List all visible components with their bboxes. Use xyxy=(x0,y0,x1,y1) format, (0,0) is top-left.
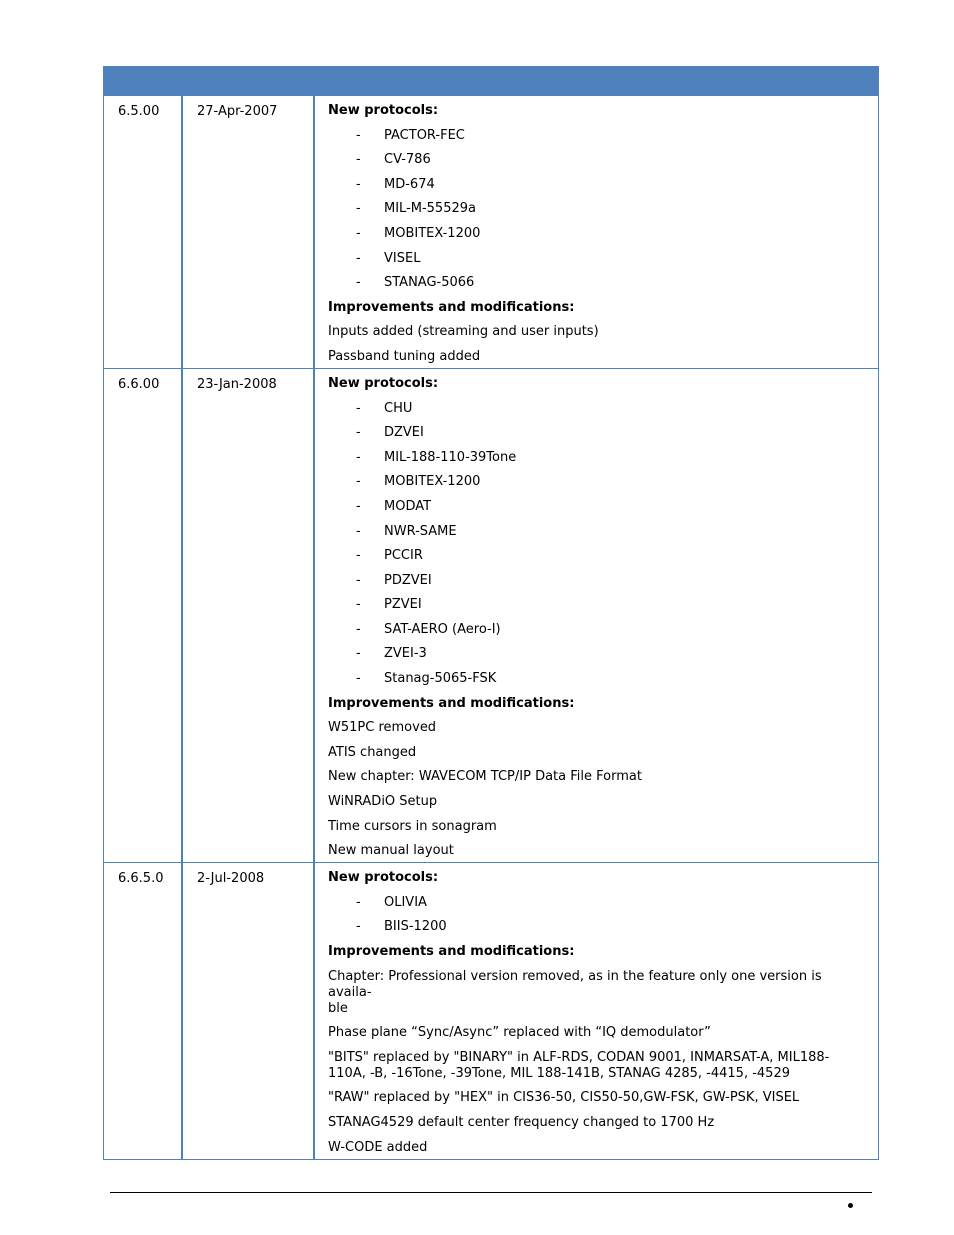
version-cell: 6.6.5.0 xyxy=(104,863,183,1158)
protocol-name: MODAT xyxy=(384,498,432,514)
improvement-item: ATIS changed xyxy=(328,744,417,760)
dash-bullet: - xyxy=(356,597,361,613)
dash-bullet: - xyxy=(356,523,361,539)
improvement-item: New chapter: WAVECOM TCP/IP Data File Format xyxy=(328,769,642,785)
protocol-name: DZVEI xyxy=(384,425,424,441)
dash-bullet: - xyxy=(356,474,361,490)
protocol-list-item xyxy=(328,226,864,251)
footer-divider xyxy=(110,1192,872,1193)
protocol-name: CV-786 xyxy=(384,152,431,168)
protocol-list-item xyxy=(328,177,864,202)
protocol-list-item xyxy=(328,524,864,549)
protocol-list-item xyxy=(328,152,864,177)
protocol-name: MIL-M-55529a xyxy=(384,201,476,217)
dash-bullet: - xyxy=(356,449,361,465)
version-cell: 6.5.00 xyxy=(104,96,183,368)
protocol-name: ZVEI-3 xyxy=(384,646,427,662)
dash-bullet: - xyxy=(356,400,361,416)
improvement-item: "RAW" replaced by "HEX" in CIS36-50, CIS50-50,GW-FSK, GW-PSK, VISEL xyxy=(328,1090,800,1106)
protocol-name: BIIS-1200 xyxy=(384,919,447,935)
protocol-list-item xyxy=(328,895,864,920)
protocol-name: MD-674 xyxy=(384,176,435,192)
dash-bullet: - xyxy=(356,621,361,637)
table-row xyxy=(104,368,878,862)
improvement-item: Chapter: Professional version removed, as in the feature only one version is availa- ble xyxy=(328,968,822,1016)
protocol-name: PCCIR xyxy=(384,548,423,564)
protocol-list-item xyxy=(328,646,864,671)
improvement-item: W51PC removed xyxy=(328,720,437,736)
dash-bullet: - xyxy=(356,498,361,514)
protocol-name: VISEL xyxy=(384,250,421,266)
dash-bullet: - xyxy=(356,225,361,241)
protocol-list-item xyxy=(328,597,864,622)
improvement-item: Inputs added (streaming and user inputs) xyxy=(328,324,599,340)
protocol-list-item xyxy=(328,622,864,647)
protocol-name: PACTOR-FEC xyxy=(384,127,465,143)
dash-bullet: - xyxy=(356,548,361,564)
table-row xyxy=(104,862,878,1158)
protocol-list-item xyxy=(328,671,864,696)
version-cell: 6.6.00 xyxy=(104,369,183,862)
protocol-list-item xyxy=(328,201,864,226)
dash-bullet: - xyxy=(356,919,361,935)
changes-cell xyxy=(315,96,878,368)
protocol-list-item xyxy=(328,450,864,475)
protocol-name: MOBITEX-1200 xyxy=(384,474,481,490)
improvements-heading: Improvements and modifications: xyxy=(328,695,575,711)
protocol-list-item xyxy=(328,499,864,524)
protocol-name: MIL-188-110-39Tone xyxy=(384,449,517,465)
dash-bullet: - xyxy=(356,250,361,266)
dash-bullet: - xyxy=(356,176,361,192)
protocol-name: MOBITEX-1200 xyxy=(384,225,481,241)
improvement-item: STANAG4529 default center frequency changed to 1700 Hz xyxy=(328,1114,715,1130)
new-protocols-heading: New protocols: xyxy=(328,870,439,886)
protocol-name: Stanag-5065-FSK xyxy=(384,671,497,687)
changes-cell xyxy=(315,863,878,1158)
protocol-name: OLIVIA xyxy=(384,894,427,910)
improvement-item: WiNRADiO Setup xyxy=(328,794,438,810)
date-cell: 27-Apr-2007 xyxy=(183,96,315,368)
dash-bullet: - xyxy=(356,646,361,662)
protocol-list-item xyxy=(328,128,864,153)
improvements-heading: Improvements and modifications: xyxy=(328,299,575,315)
protocol-name: PDZVEI xyxy=(384,572,432,588)
changes-cell xyxy=(315,369,878,862)
improvement-item: Passband tuning added xyxy=(328,348,481,364)
table-body xyxy=(104,95,878,1159)
dash-bullet: - xyxy=(356,152,361,168)
protocol-list-item xyxy=(328,425,864,450)
improvement-item: Time cursors in sonagram xyxy=(328,818,497,834)
table-row xyxy=(104,95,878,368)
date-cell: 2-Jul-2008 xyxy=(183,863,315,1158)
improvement-item: New manual layout xyxy=(328,843,454,859)
protocol-list-item xyxy=(328,401,864,426)
improvement-item: "BITS" replaced by "BINARY" in ALF-RDS, CODAN 9001, INMARSAT-A, MIL188- 110A, -B, -16Tone, -39Tone, MIL 188-141B, STANAG 4285, -4415, -4529 xyxy=(328,1049,830,1081)
dash-bullet: - xyxy=(356,572,361,588)
protocol-name: NWR-SAME xyxy=(384,523,457,539)
new-protocols-heading: New protocols: xyxy=(328,103,439,118)
date-cell: 23-Jan-2008 xyxy=(183,369,315,862)
dash-bullet: - xyxy=(356,671,361,687)
footer-bullet-icon xyxy=(848,1203,853,1208)
dash-bullet: - xyxy=(356,127,361,143)
new-protocols-heading: New protocols: xyxy=(328,375,439,391)
protocol-list-item xyxy=(328,474,864,499)
table-header-bar xyxy=(104,67,878,95)
protocol-name: PZVEI xyxy=(384,597,422,613)
improvement-item: Phase plane “Sync/Async” replaced with “IQ demodulator” xyxy=(328,1025,711,1041)
dash-bullet: - xyxy=(356,275,361,291)
protocol-list-item xyxy=(328,548,864,573)
dash-bullet: - xyxy=(356,201,361,217)
dash-bullet: - xyxy=(356,425,361,441)
protocol-name: CHU xyxy=(384,400,413,416)
dash-bullet: - xyxy=(356,894,361,910)
protocol-list-item xyxy=(328,251,864,276)
protocol-list-item xyxy=(328,275,864,300)
protocol-list-item xyxy=(328,919,864,944)
revision-history-table xyxy=(103,66,879,1160)
improvements-heading: Improvements and modifications: xyxy=(328,944,575,959)
improvement-item: W-CODE added xyxy=(328,1139,428,1155)
protocol-list-item xyxy=(328,573,864,598)
protocol-name: SAT-AERO (Aero-I) xyxy=(384,621,501,637)
protocol-name: STANAG-5066 xyxy=(384,275,475,291)
